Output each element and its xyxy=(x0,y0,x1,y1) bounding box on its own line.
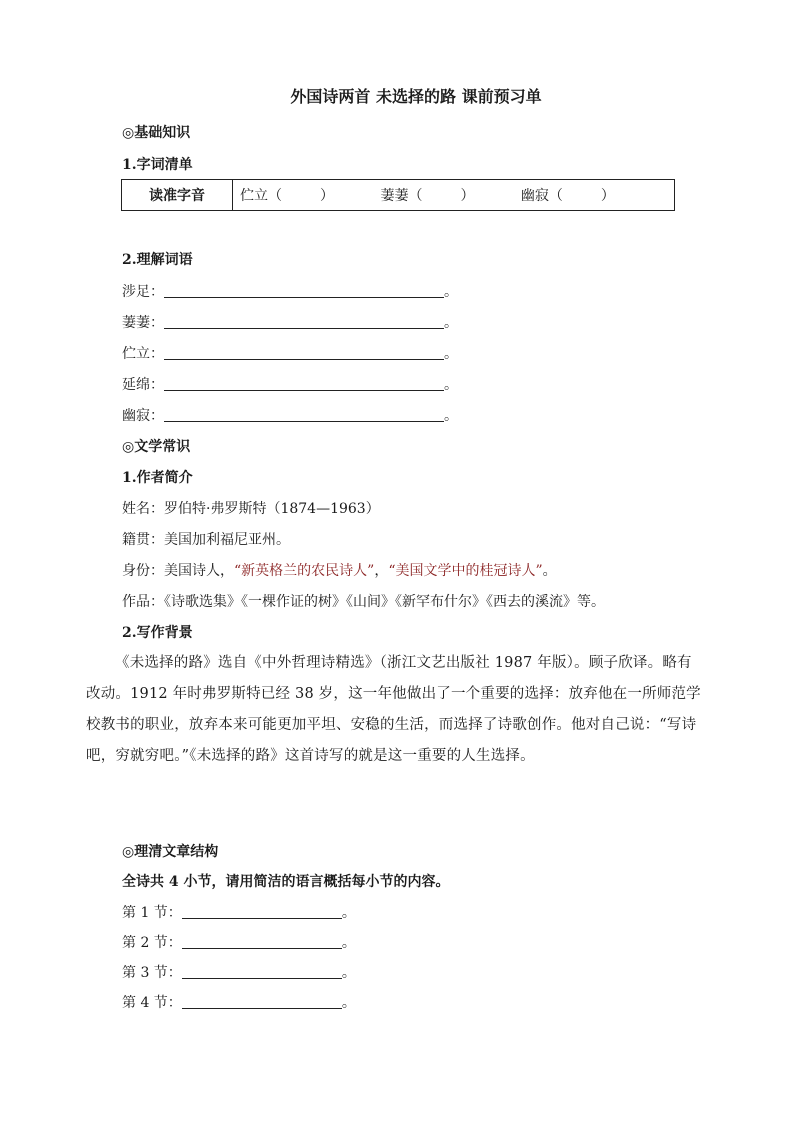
page-title: 外国诗两首 未选择的路 课前预习单 xyxy=(290,87,542,106)
vocab-table-header: 读准字音 xyxy=(122,180,233,211)
answer-blank[interactable] xyxy=(164,282,444,298)
stanza-row: 第 4 节： 。 xyxy=(122,995,356,1011)
vocab-item: 萋萋（ ） xyxy=(380,188,475,204)
vocab-table-items xyxy=(233,180,675,211)
subheading-understand-words: 2.理解词语 xyxy=(122,252,193,268)
answer-blank[interactable] xyxy=(164,313,444,329)
answer-blank[interactable] xyxy=(182,993,342,1009)
subheading-vocab-list: 1.字词清单 xyxy=(122,157,193,173)
author-name: 姓名：罗伯特·弗罗斯特（1874—1963） xyxy=(122,501,380,517)
term-row: 幽寂： 。 xyxy=(122,408,458,424)
term-row: 延绵： 。 xyxy=(122,377,458,393)
author-native: 籍贯：美国加利福尼亚州。 xyxy=(122,532,290,548)
vocab-item: 幽寂（ ） xyxy=(520,188,615,204)
background-paragraph: 《未选择的路》选自《中外哲理诗精选》（浙江文艺出版社 1987 年版）。顾子欣译。略有改动。1912 年时弗罗斯特已经 38 岁，这一年他做出了一个重要的选择：放弃他在一所师范学校教书的职业，放弃本来可能更加平坦、安稳的生活，而选择了诗歌创作。他对自己说：“写诗吧，穷就穷吧。”《未选择的路》这首诗写的就是这一重要的人生选择。 xyxy=(86,655,701,764)
subheading-author-intro: 1.作者简介 xyxy=(122,470,193,486)
term-row: 涉足： 。 xyxy=(122,284,458,300)
subheading-background: 2.写作背景 xyxy=(122,625,193,641)
vocab-table xyxy=(121,179,675,211)
author-identity: 身份：美国诗人，“新英格兰的农民诗人”，“美国文学中的桂冠诗人”。 xyxy=(122,563,557,579)
vocab-item: 伫立（ ） xyxy=(240,188,334,204)
stanza-row: 第 2 节： 。 xyxy=(122,935,356,951)
structure-instruction: 全诗共 4 小节，请用简洁的语言概括每小节的内容。 xyxy=(122,874,450,890)
section-heading-literary: ◎文学常识 xyxy=(122,439,191,455)
term-row: 伫立： 。 xyxy=(122,346,458,362)
answer-blank[interactable] xyxy=(164,344,444,360)
answer-blank[interactable] xyxy=(182,903,342,919)
author-works: 作品：《诗歌选集》《一棵作证的树》《山间》《新罕布什尔》《西去的溪流》等。 xyxy=(122,594,605,610)
section-heading-basics: ◎基础知识 xyxy=(122,125,191,141)
answer-blank[interactable] xyxy=(164,406,444,422)
stanza-row: 第 1 节： 。 xyxy=(122,905,356,921)
section-heading-structure: ◎理清文章结构 xyxy=(122,844,219,860)
stanza-row: 第 3 节： 。 xyxy=(122,965,356,981)
term-row: 萋萋： 。 xyxy=(122,315,458,331)
identity-title-2: “美国文学中的桂冠诗人” xyxy=(388,563,543,579)
identity-title-1: “新英格兰的农民诗人” xyxy=(234,563,375,579)
answer-blank[interactable] xyxy=(182,963,342,979)
answer-blank[interactable] xyxy=(164,375,444,391)
answer-blank[interactable] xyxy=(182,933,342,949)
